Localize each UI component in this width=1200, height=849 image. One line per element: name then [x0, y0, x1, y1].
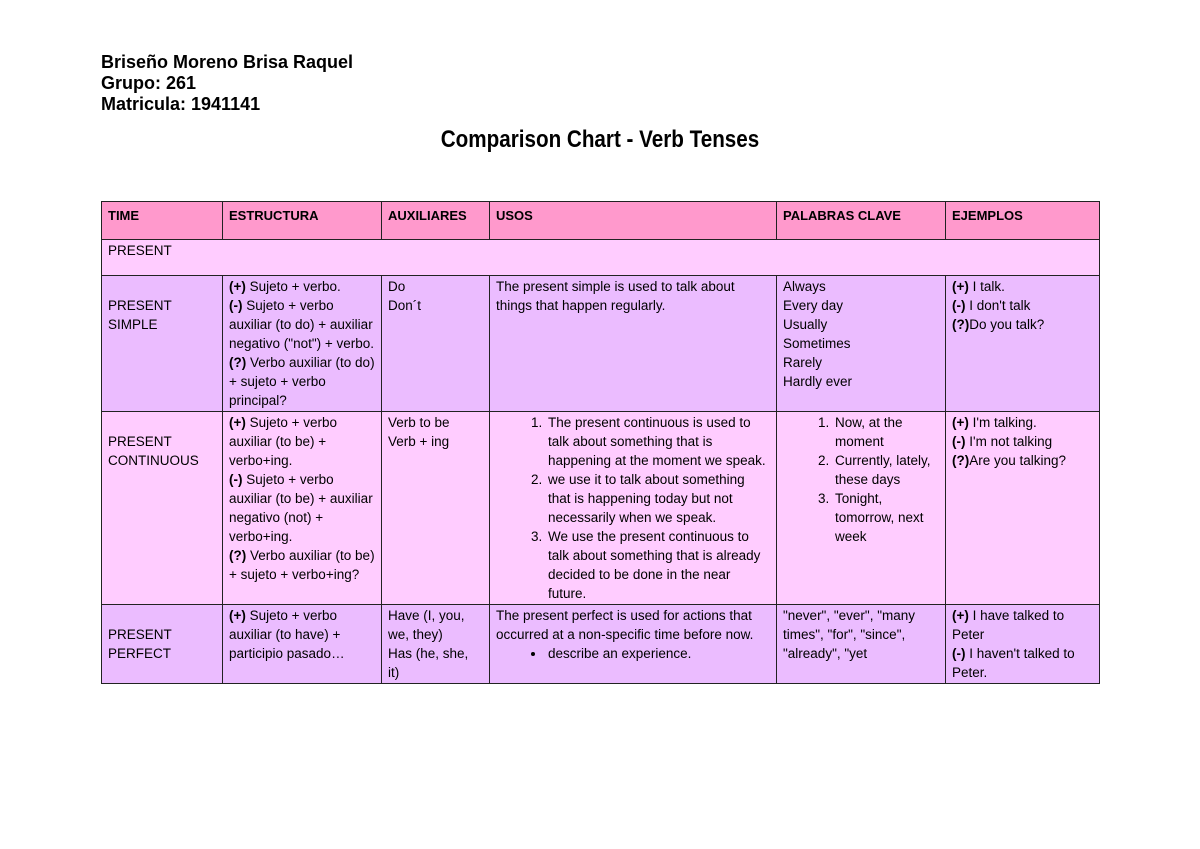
list-item: • describe an experience.: [546, 644, 770, 663]
keyword: Every day: [783, 298, 844, 313]
usos-bullets: [496, 644, 770, 663]
student-info: [101, 52, 353, 115]
list-item: 2. Currently, lately, these days: [833, 451, 939, 489]
structure-line: (?) Verbo auxiliar (to be) + sujeto + verbo+ing?: [229, 548, 375, 582]
time-cell: [102, 605, 223, 684]
example-line: (?)Are you talking?: [952, 453, 1067, 468]
keyword: Hardly ever: [783, 374, 853, 389]
table-row: [102, 605, 1100, 684]
aux-item: Do: [388, 279, 406, 294]
aux-item: Verb to be: [388, 415, 450, 430]
table-row: [102, 412, 1100, 605]
time-cell: [102, 412, 223, 605]
example-line: (+) I'm talking.: [952, 415, 1037, 430]
table-header-row: [102, 202, 1100, 240]
aux-item: Verb + ing: [388, 434, 450, 449]
time-cell: [102, 276, 223, 412]
aux-item: Has (he, she, it): [388, 646, 469, 680]
usos-cell: [490, 412, 777, 605]
list-item: 1. The present continuous is used to talk about something that is happening at the moment we speak.: [546, 413, 770, 470]
time-label: PRESENT: [108, 434, 172, 449]
list-item: 3. Tonight, tomorrow, next week: [833, 489, 939, 546]
usos-list: [496, 413, 770, 603]
example-line: (-) I don't talk: [952, 298, 1031, 313]
keyword: Usually: [783, 317, 828, 332]
header-time: TIME: [102, 202, 223, 240]
structure-line: (+) Sujeto + verbo auxiliar (to be) + verbo+ing.: [229, 415, 338, 468]
student-matricula: Matricula: 1941141: [101, 94, 261, 114]
ejemplos-cell: [946, 412, 1100, 605]
example-line: (+) I have talked to Peter: [952, 608, 1065, 642]
table-row: [102, 276, 1100, 412]
keyword: Rarely: [783, 355, 823, 370]
example-line: (-) I haven't talked to Peter.: [952, 646, 1075, 680]
student-grupo: Grupo: 261: [101, 73, 197, 93]
header-ejemplos: EJEMPLOS: [946, 202, 1100, 240]
structure-line: (-) Sujeto + verbo auxiliar (to do) + auxiliar negativo ("not") + verbo.: [229, 298, 375, 351]
example-line: (?)Do you talk?: [952, 317, 1045, 332]
structure-line: (+) Sujeto + verbo.: [229, 279, 341, 294]
header-palabras-clave: PALABRAS CLAVE: [777, 202, 946, 240]
time-label: PERFECT: [108, 646, 172, 661]
keyword: Always: [783, 279, 826, 294]
aux-item: Have (I, you, we, they): [388, 608, 465, 642]
time-label: SIMPLE: [108, 317, 158, 332]
example-line: (+) I talk.: [952, 279, 1005, 294]
header-estructura: ESTRUCTURA: [223, 202, 382, 240]
time-label: CONTINUOUS: [108, 453, 199, 468]
list-item: 3. We use the present continuous to talk about something that is already decided to be done in the near future.: [546, 527, 770, 603]
aux-item: Don´t: [388, 298, 422, 313]
structure-line: (+) Sujeto + verbo auxiliar (to have) + participio pasado…: [229, 608, 345, 661]
structure-line: (?) Verbo auxiliar (to do) + sujeto + verbo principal?: [229, 355, 375, 408]
structure-line: (-) Sujeto + verbo auxiliar (to be) + auxiliar negativo (not) + verbo+ing.: [229, 472, 373, 544]
keyword-list: [783, 413, 939, 546]
section-row: [102, 240, 1100, 276]
list-item: 1. Now, at the moment: [833, 413, 939, 451]
keyword: Sometimes: [783, 336, 851, 351]
palabras-cell: [777, 276, 946, 412]
usos-text: The present perfect is used for actions that occurred at a non-specific time before now.: [496, 608, 754, 642]
example-line: (-) I'm not talking: [952, 434, 1053, 449]
header-usos: USOS: [490, 202, 777, 240]
header-auxiliares: AUXILIARES: [382, 202, 490, 240]
estructura-cell: [223, 605, 382, 684]
page-title: Comparison Chart - Verb Tenses: [440, 126, 760, 153]
ejemplos-cell: [946, 605, 1100, 684]
comparison-table: [101, 201, 1100, 684]
auxiliares-cell: [382, 276, 490, 412]
time-label: PRESENT: [108, 627, 172, 642]
estructura-cell: [223, 412, 382, 605]
estructura-cell: [223, 276, 382, 412]
ejemplos-cell: [946, 276, 1100, 412]
auxiliares-cell: [382, 412, 490, 605]
palabras-cell: "never", "ever", "many times", "for", "since", "already", "yet: [777, 605, 946, 684]
usos-cell: The present simple is used to talk about things that happen regularly.: [490, 276, 777, 412]
section-label: PRESENT: [102, 240, 1100, 276]
time-label: PRESENT: [108, 298, 172, 313]
student-name: Briseño Moreno Brisa Raquel: [101, 52, 354, 72]
auxiliares-cell: [382, 605, 490, 684]
list-item: 2. we use it to talk about something that is happening today but not necessarily when we speak.: [546, 470, 770, 527]
palabras-cell: [777, 412, 946, 605]
usos-cell: [490, 605, 777, 684]
